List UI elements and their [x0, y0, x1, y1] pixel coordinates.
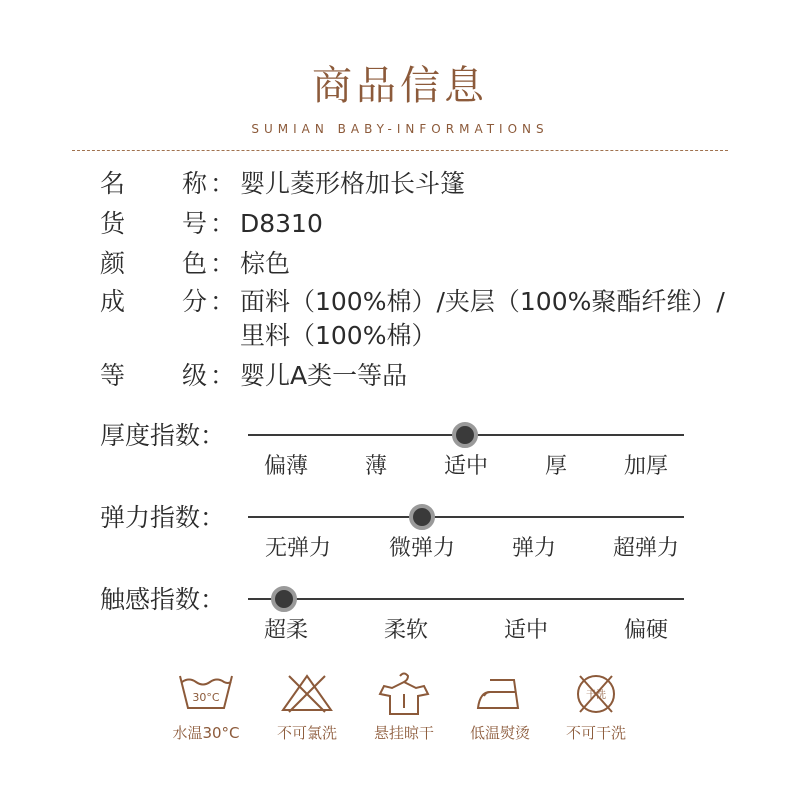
scale-option: 弹力: [511, 536, 557, 561]
scale-option: 无弹力: [264, 536, 332, 561]
care-label: 不可氯洗: [276, 724, 337, 742]
scale-option: 厚: [544, 454, 568, 479]
info-key-char: 货: [100, 209, 126, 238]
scale-option: 适中: [443, 454, 489, 479]
info-value: 面料（100%棉）/夹层（100%聚酯纤维）/: [240, 287, 725, 316]
scale-knob[interactable]: [271, 586, 297, 612]
care-hang-dry: [354, 670, 454, 743]
scale-track: [248, 516, 684, 518]
scale-knob[interactable]: [452, 422, 478, 448]
scale-option: 偏薄: [263, 454, 309, 479]
page-title: 商品信息: [312, 63, 488, 109]
info-colon: ：: [210, 249, 236, 278]
info-colon: ：: [210, 287, 236, 316]
scale-option: 微弹力: [388, 536, 456, 561]
care-low-iron: [450, 670, 550, 743]
scale-label: 厚度指数：: [100, 421, 226, 450]
info-key-char: 级: [182, 361, 208, 390]
care-no-bleach: [257, 670, 357, 743]
dashed-divider: [72, 150, 728, 151]
no-bleach-icon: [275, 670, 339, 716]
info-value: 婴儿菱形格加长斗篷: [240, 169, 466, 198]
scale-option: 适中: [503, 618, 549, 643]
wash-temp-symbol: 30°C: [192, 691, 220, 704]
care-wash: [156, 670, 256, 743]
info-key-char: 色: [182, 249, 208, 278]
scale-label: 触感指数：: [100, 585, 226, 614]
page-subtitle: SUMIAN BABY-INFORMATIONS: [251, 122, 549, 136]
scale-label: 弹力指数：: [100, 503, 226, 532]
info-value: 棕色: [240, 249, 291, 278]
info-key-char: 号: [182, 209, 208, 238]
low-iron-icon: [468, 670, 532, 716]
care-no-dry-clean: [546, 670, 646, 743]
info-key-char: 分: [182, 287, 208, 316]
scale-option: 薄: [364, 454, 388, 479]
care-label: 悬挂晾干: [373, 724, 434, 742]
info-key-char: 成: [100, 287, 126, 316]
info-value-line2: 里料（100%棉）: [240, 321, 437, 350]
scale-option: 加厚: [623, 454, 669, 479]
info-value: D8310: [240, 209, 323, 238]
info-key-char: 颜: [100, 249, 126, 278]
info-colon: ：: [210, 169, 236, 198]
care-label: 水温30°C: [172, 724, 240, 742]
info-colon: ：: [210, 361, 236, 390]
no-dry-clean-icon: [564, 670, 628, 716]
dry-clean-symbol: 干洗: [586, 690, 606, 701]
scale-option: 柔软: [383, 618, 429, 643]
hang-dry-icon: [372, 670, 436, 716]
scale-option: 超柔: [263, 618, 309, 643]
care-label: 低温熨烫: [469, 724, 530, 742]
scale-option: 超弹力: [612, 536, 680, 561]
wash-30-icon: [174, 670, 238, 716]
scale-option: 偏硬: [623, 618, 669, 643]
scale-track: [248, 598, 684, 600]
info-key-char: 称: [182, 169, 208, 198]
info-key-char: 名: [100, 169, 126, 198]
info-key-char: 等: [100, 361, 126, 390]
care-label: 不可干洗: [565, 724, 626, 742]
info-value: 婴儿A类一等品: [240, 361, 408, 390]
scale-knob[interactable]: [409, 504, 435, 530]
info-colon: ：: [210, 209, 236, 238]
